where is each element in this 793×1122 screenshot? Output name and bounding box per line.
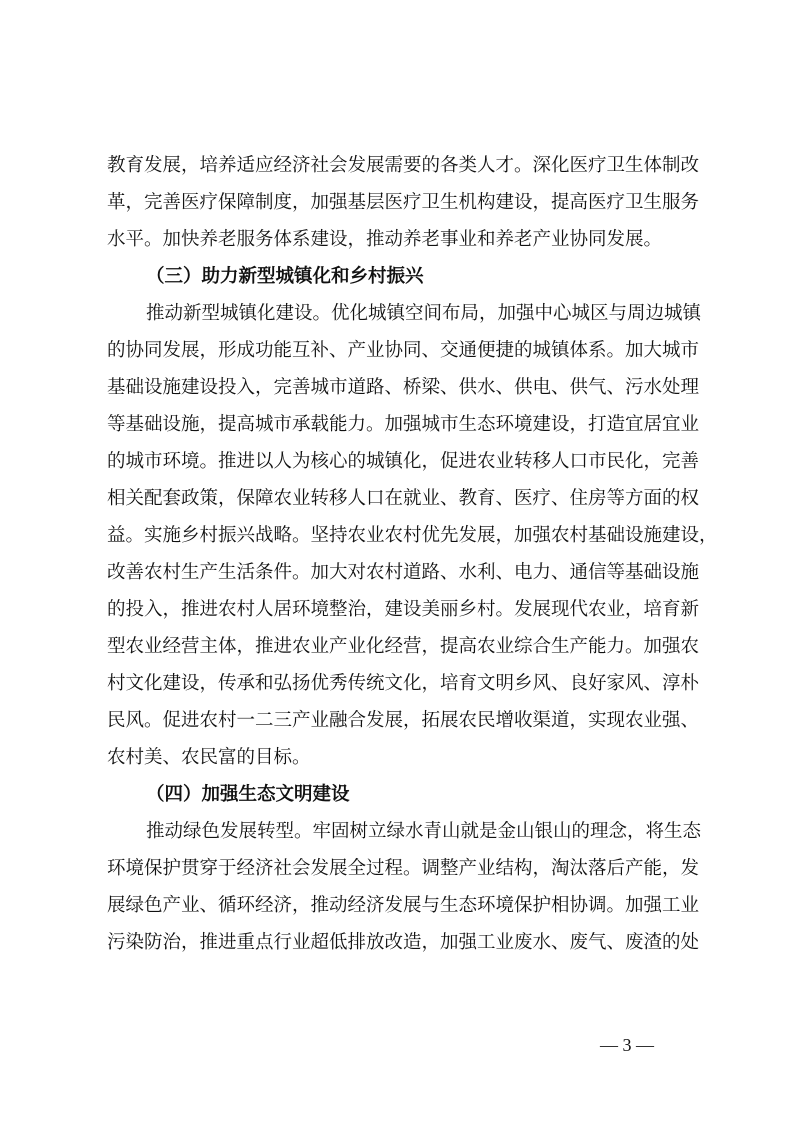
body-text-line: 水平。加快养老服务体系建设，推动养老事业和养老产业协同发展。	[107, 229, 663, 250]
body-text-line: 的协同发展，形成功能互补、产业协同、交通便捷的城镇体系。加大城市	[107, 340, 700, 361]
body-text-line: 村文化建设，传承和弘扬优秀传统文化，培育文明乡风、良好家风、淳朴	[107, 673, 700, 694]
body-text-line: 推动新型城镇化建设。优化城镇空间布局，加强中心城区与周边城镇	[146, 303, 702, 324]
body-text-line: 推动绿色发展转型。牢固树立绿水青山就是金山银山的理念，将生态	[146, 821, 702, 842]
body-text-line: 基础设施建设投入，完善城市道路、桥梁、供水、供电、供气、污水处理	[107, 377, 700, 398]
page-number: — 3 —	[600, 1035, 654, 1055]
body-text-line: 污染防治，推进重点行业超低排放改造，加强工业废水、废气、废渣的处	[107, 932, 700, 953]
body-text-line: 等基础设施，提高城市承载能力。加强城市生态环境建设，打造宜居宜业	[107, 414, 700, 435]
body-text-line: 展绿色产业、循环经济，推动经济发展与生态环境保护相协调。加强工业	[107, 895, 700, 916]
body-text-line: 革，完善医疗保障制度，加强基层医疗卫生机构建设，提高医疗卫生服务	[107, 192, 700, 213]
body-text-line: 农村美、农民富的目标。	[107, 747, 311, 768]
body-text-line: 型农业经营主体，推进农业产业化经营，提高农业综合生产能力。加强农	[107, 636, 700, 657]
body-text-line: 益。实施乡村振兴战略。坚持农业农村优先发展，加强农村基础设施建设，	[107, 525, 718, 546]
body-text-line: 的投入，推进农村人居环境整治，建设美丽乡村。发展现代农业，培育新	[107, 599, 700, 620]
body-text-line: 相关配套政策，保障农业转移人口在就业、教育、医疗、住房等方面的权	[107, 488, 700, 509]
body-text-line: 的城市环境。推进以人为核心的城镇化，促进农业转移人口市民化，完善	[107, 451, 700, 472]
body-text-line: 环境保护贯穿于经济社会发展全过程。调整产业结构，淘汰落后产能，发	[107, 858, 700, 879]
body-text-line: 教育发展，培养适应经济社会发展需要的各类人才。深化医疗卫生体制改	[107, 155, 700, 176]
section-heading-4: （四）加强生态文明建设	[146, 784, 350, 805]
body-text-line: 改善农村生产生活条件。加大对农村道路、水利、电力、通信等基础设施	[107, 562, 700, 583]
section-heading-3: （三）助力新型城镇化和乡村振兴	[146, 266, 424, 287]
body-text-line: 民风。促进农村一二三产业融合发展，拓展农民增收渠道，实现农业强、	[107, 710, 700, 731]
